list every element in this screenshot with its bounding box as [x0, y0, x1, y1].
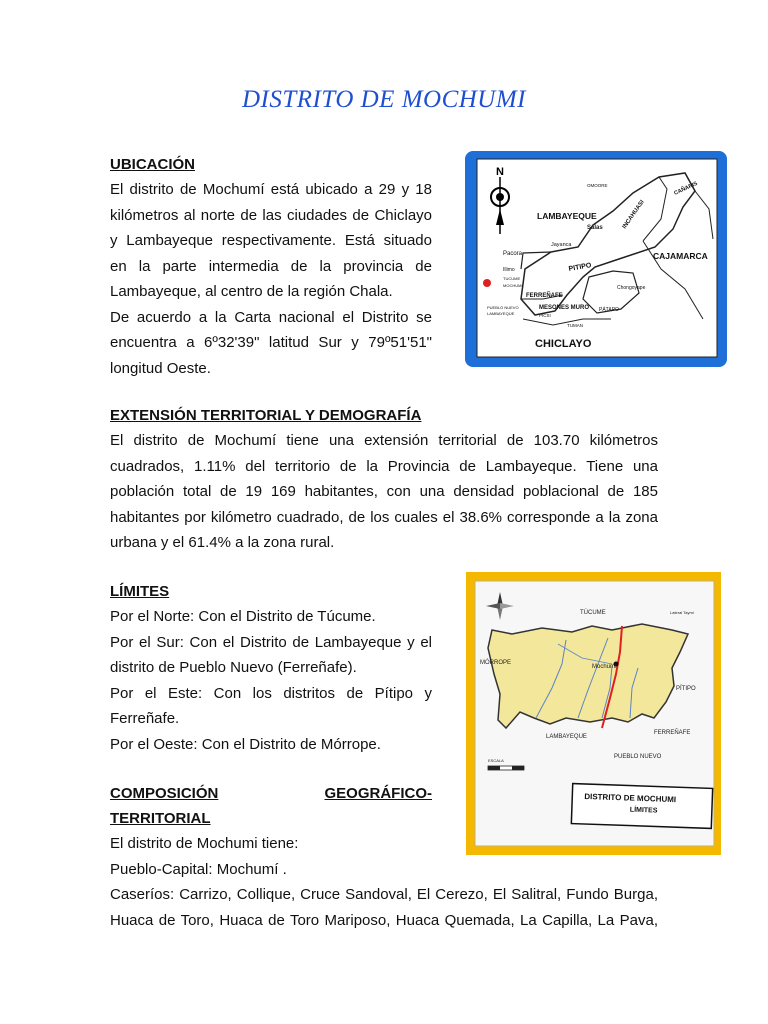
map-label: CAJAMARCA	[653, 251, 708, 261]
extension-paragraph	[110, 428, 658, 556]
map-label: PITIPO	[568, 262, 592, 273]
map-label: TUMAN	[567, 323, 583, 328]
ubicacion-paragraph	[110, 177, 432, 381]
text-line: El distrito de Mochumí está ubicado a 29 y 18	[110, 181, 432, 198]
section-heading-composicion	[110, 785, 432, 802]
legend-title: DISTRITO DE MOCHUMI	[584, 791, 677, 805]
map-label: CAÑARIS	[673, 180, 699, 197]
map-label: LAMBAYEQUE	[487, 311, 515, 316]
text-line: De acuerdo a la Carta nacional el Distrito se	[110, 308, 432, 326]
map-label: CHICLAYO	[535, 338, 592, 350]
text-line: y Lambayeque respectivamente. Está situado	[110, 232, 432, 249]
text-line: Ferreñafe.	[110, 710, 180, 727]
map-label: MÓRROPE	[480, 660, 512, 666]
section-heading-territorial: TERRITORIAL	[110, 810, 211, 827]
map-label: OMOORE	[587, 183, 608, 188]
composicion-paragraph	[110, 831, 658, 933]
page-title: DISTRITO DE MOCHUMI	[241, 86, 527, 113]
map-label: PÍTIPO	[676, 686, 696, 692]
legend-box	[571, 784, 712, 829]
text-line: cuadrados, 1.11% del territorio de la Provincia de Lambayeque. Tiene una	[110, 457, 658, 475]
text-line: urbana y el 61.4% a la zona rural.	[110, 534, 335, 551]
text-line: longitud Oeste.	[110, 359, 211, 377]
text-line: población total de 19 169 habitantes, con una densidad poblacional de 185	[110, 483, 658, 500]
map-label: MESONES MURO	[539, 305, 590, 311]
text-line: Por el Sur: Con el Distrito de Lambayeque y el	[110, 633, 432, 651]
heading-word: GEOGRÁFICO-	[324, 785, 432, 802]
heading-word: COMPOSICIÓN	[110, 785, 219, 802]
text-line: habitantes por kilómetro cuadrado, de los cuales el 38.6% corresponde a la zona	[110, 508, 658, 526]
section-heading-limites: LÍMITES	[110, 583, 170, 600]
map-label: Jayanca	[551, 242, 572, 248]
map-label: TÚCUME	[580, 610, 606, 616]
map-label: Pacora	[503, 251, 523, 257]
text-line: Pueblo-Capital: Mochumí .	[110, 860, 287, 878]
map-label: FERREÑAFE	[654, 730, 691, 736]
text-line: Caseríos: Carrizo, Collique, Cruce Sandoval, El Cerezo, El Salitral, Fundo Burga,	[110, 886, 658, 903]
north-label: N	[496, 166, 504, 178]
map-label: MOCHUMI	[503, 283, 523, 288]
section-heading-extension: EXTENSIÓN TERRITORIAL Y DEMOGRAFÍA	[110, 407, 422, 424]
map-label: Chongoyape	[617, 285, 646, 291]
text-line: en la parte intermedia de la provincia de	[110, 257, 432, 275]
text-line: Huaca de Toro, Huaca de Toro Mariposo, Huaca Quemada, La Capilla, La Pava,	[110, 911, 658, 929]
map-label: LAMBAYEQUE	[537, 211, 597, 221]
map-label: LAMBAYEQUE	[546, 734, 587, 740]
map-label: Salas	[587, 225, 603, 231]
location-map	[463, 149, 729, 369]
text-line: Por el Este: Con los distritos de Pítipo y	[110, 684, 432, 702]
map-label: FERREÑAFE	[526, 293, 563, 299]
map-label: Mochumí	[592, 664, 617, 670]
scale-label: ESCALA	[488, 758, 504, 763]
text-line: El distrito de Mochumi tiene:	[110, 835, 299, 852]
text-line: Por el Norte: Con el Distrito de Túcume.	[110, 608, 376, 625]
text-line: kilómetros al norte de las ciudades de Chiclayo	[110, 206, 432, 224]
text-line: El distrito de Mochumí tiene una extensión territorial de 103.70 kilómetros	[110, 432, 658, 449]
section-heading-ubicacion: UBICACIÓN	[110, 156, 195, 173]
limits-map	[462, 568, 723, 859]
text-line: distrito de Pueblo Nuevo (Ferreñafe).	[110, 659, 357, 676]
text-line: Por el Oeste: Con el Distrito de Mórrope.	[110, 735, 381, 753]
legend-subtitle: LÍMITES	[629, 806, 658, 815]
map-label: PUEBLO NUEVO	[614, 754, 662, 760]
limites-paragraph	[110, 604, 432, 757]
map-label: PÁTAPO	[599, 307, 619, 313]
map-label: Illimo	[503, 267, 515, 273]
map-label: PICSI	[539, 313, 551, 318]
map-label: Lateral Taymi	[670, 610, 694, 615]
map-label: TUCUME	[503, 276, 521, 281]
map-label: PUEBLO NUEVO	[487, 305, 519, 310]
text-line: Lambayeque, al centro de la región Chala.	[110, 283, 393, 300]
map-label: INCAHUASI	[621, 199, 646, 231]
text-line: encuentra a 6º32'39" latitud Sur y 79º51'51"	[110, 334, 432, 351]
